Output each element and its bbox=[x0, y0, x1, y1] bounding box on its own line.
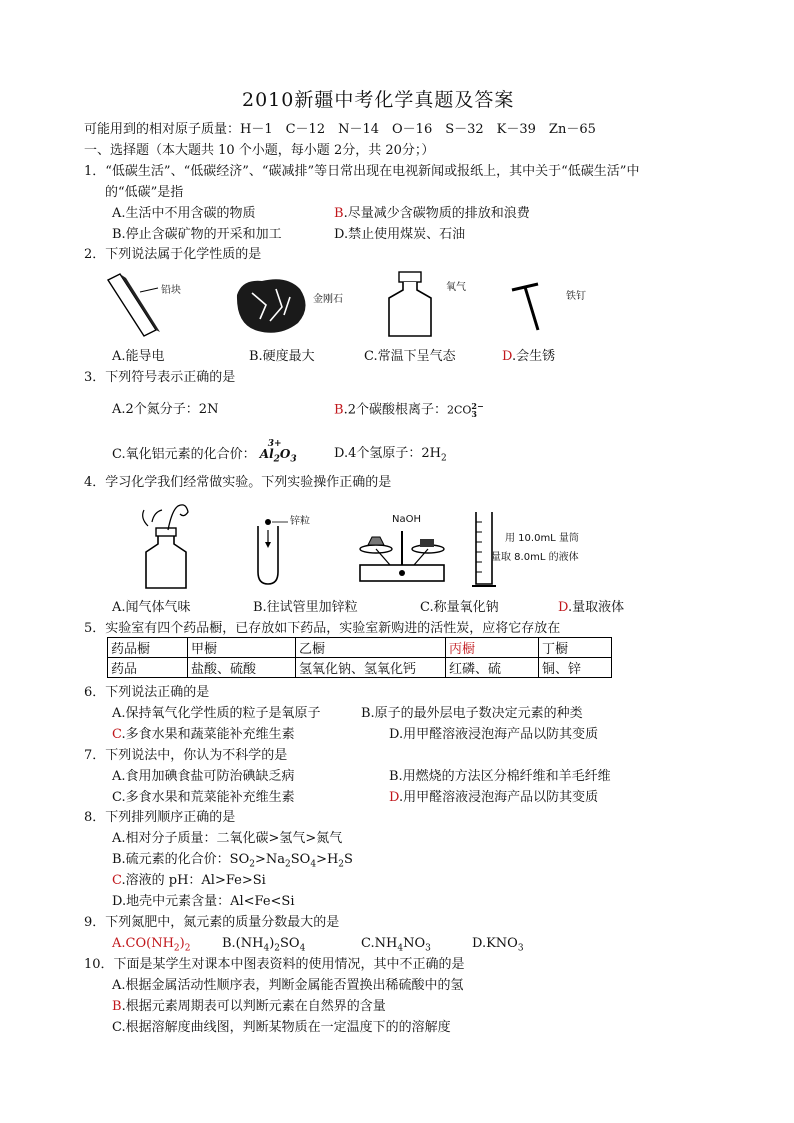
oxygen-bottle-illustration bbox=[385, 270, 445, 340]
cylinder-label-line2: 量取 8.0mL 的液体 bbox=[491, 552, 579, 563]
atomic-mass-line: 可能用到的相对原子质量：H－1 C－12 N－14 O－16 S－32 K－39 Zn－65 bbox=[84, 122, 596, 137]
table-cell-answer: 丙橱 bbox=[446, 638, 539, 658]
page-title: 2010新疆中考化学真题及答案 bbox=[242, 89, 515, 111]
q9-c-sub: 3 bbox=[425, 943, 431, 954]
q8-b-sub: 4 bbox=[310, 859, 317, 870]
q9-c-part: C.NH bbox=[361, 936, 398, 951]
q8-option-c-answer: C.溶液的 pH：Al>Fe>Si bbox=[112, 873, 266, 888]
cabinet-table bbox=[107, 637, 612, 678]
q4-option-d-text: .量取液体 bbox=[567, 600, 625, 615]
q4-option-c: C.称量氧化钠 bbox=[420, 600, 499, 615]
table-cell: 红磷、硫 bbox=[446, 658, 539, 678]
table-cell: 药品 bbox=[108, 658, 188, 678]
iron-nail-illustration bbox=[508, 280, 568, 340]
table-cell: 盐酸、硫酸 bbox=[188, 658, 296, 678]
q8-option-a: A.相对分子质量：二氧化碳>氢气>氮气 bbox=[112, 831, 343, 846]
iron-nail-label: 铁钉 bbox=[566, 291, 586, 302]
q9-option-d bbox=[472, 936, 524, 957]
q3-b-charge: 2− bbox=[471, 401, 484, 411]
q9-b-part: ) bbox=[269, 936, 275, 951]
q3-c-sub1: 2 bbox=[273, 454, 280, 465]
table-cell: 铜、锌 bbox=[539, 658, 612, 678]
q4-option-a: A.闻气体气味 bbox=[112, 600, 191, 615]
q2-option-a: A.能导电 bbox=[112, 349, 165, 364]
q3-option-c-text: C.氧化铝元素的化合价： bbox=[112, 447, 256, 462]
q4-option-b: B.往试管里加锌粒 bbox=[253, 600, 358, 615]
q9-b-sub: 4 bbox=[299, 943, 306, 954]
q3-option-c bbox=[112, 439, 297, 467]
q9-a-part: A.CO(NH bbox=[112, 936, 174, 951]
smell-gas-illustration bbox=[132, 500, 212, 592]
q7-option-c: C.多食水果和荒菜能补充维生素 bbox=[112, 790, 295, 805]
q8-b-sub: 2 bbox=[249, 859, 255, 870]
q7-option-b: B.用燃烧的方法区分棉纤维和羊毛纤维 bbox=[389, 769, 611, 784]
q8-b-sub: 2 bbox=[285, 859, 291, 870]
table-row bbox=[108, 638, 612, 658]
q2-option-c: C.常温下呈气态 bbox=[364, 349, 456, 364]
q9-option-a-answer bbox=[112, 936, 190, 957]
q3-stem: 3．下列符号表示正确的是 bbox=[84, 370, 236, 385]
section-heading: 一、选择题（本大题共 10 个小题，每小题 2分，共 20分；） bbox=[84, 143, 435, 158]
diamond-illustration bbox=[232, 275, 317, 340]
oxygen-label: 氧气 bbox=[446, 282, 466, 293]
q3-c-o: O bbox=[279, 447, 291, 461]
lead-label: 铅块 bbox=[161, 285, 181, 296]
q9-d-part: D.KNO bbox=[472, 936, 518, 951]
q3-b-formula: 2CO bbox=[446, 403, 472, 417]
q6-option-a: A.保持氧气化学性质的粒子是氧原子 bbox=[112, 706, 321, 721]
q8-stem: 8．下列排列顺序正确的是 bbox=[84, 810, 236, 825]
q9-c-part: NO bbox=[403, 936, 426, 951]
q8-b-part: B.硫元素的化合价：SO bbox=[112, 852, 250, 867]
q2-stem: 2．下列说法属于化学性质的是 bbox=[84, 247, 262, 262]
q8-option-d: D.地壳中元素含量：Al<Fe<Si bbox=[112, 894, 295, 909]
q9-stem: 9．下列氮肥中，氮元素的质量分数最大的是 bbox=[84, 915, 340, 930]
q3-c-sub2: 3 bbox=[290, 454, 297, 465]
q3-b-subscript: 3 bbox=[471, 409, 477, 419]
q9-option-c bbox=[361, 936, 431, 957]
q9-b-part: SO bbox=[280, 936, 300, 951]
q9-d-sub: 3 bbox=[517, 943, 524, 954]
q7-option-d-text: .用甲醛溶液浸泡海产品以防其变质 bbox=[398, 790, 599, 805]
q8-b-part: >H bbox=[316, 852, 339, 867]
q6-option-b: B.原子的最外层电子数决定元素的种类 bbox=[361, 706, 583, 721]
q9-a-part: ) bbox=[179, 936, 185, 951]
q9-b-sub: 2 bbox=[274, 943, 281, 954]
q10-option-b-answer: B.根据元素周期表可以判断元素在自然界的含量 bbox=[112, 999, 386, 1014]
q9-b-part: B.(NH bbox=[222, 936, 264, 951]
q3-option-d bbox=[334, 446, 447, 467]
q9-option-b bbox=[222, 936, 305, 957]
q9-c-sub: 4 bbox=[397, 943, 404, 954]
q3-c-al: Al bbox=[259, 447, 274, 461]
q4-stem: 4．学习化学我们经常做实验。下列实验操作正确的是 bbox=[84, 475, 392, 490]
q10-option-c: C.根据溶解度曲线图，判断某物质在一定温度下的的溶解度 bbox=[112, 1020, 451, 1035]
q6-option-d: D.用甲醛溶液浸泡海产品以防其变质 bbox=[389, 727, 599, 742]
q1-stem: 1．“低碳生活”、“低碳经济”、“碳减排”等日常出现在电视新闻或报纸上，其中关于“低碳生活”中 bbox=[84, 164, 640, 179]
q3-option-a: A.2个氮分子：2N bbox=[112, 402, 219, 417]
q3-c-charge: 3+ bbox=[267, 439, 282, 449]
lead-block-illustration bbox=[100, 270, 190, 340]
table-row bbox=[108, 658, 612, 678]
q2-option-d-answer: D.会生锈 bbox=[502, 349, 556, 364]
q9-a-sub: 2 bbox=[173, 943, 180, 954]
q9-a-sub: 2 bbox=[184, 943, 191, 954]
q10-stem: 10．下面是某学生对课本中图表资料的使用情况，其中不正确的是 bbox=[84, 957, 465, 972]
q1-option-d: D.禁止使用煤炭、石油 bbox=[334, 227, 466, 242]
q7-option-d-answer: D.用甲醛溶液浸泡海产品以防其变质 bbox=[389, 790, 599, 805]
q4-option-d-answer: D.量取液体 bbox=[558, 600, 625, 615]
q1-stem-cont: 的“低碳”是指 bbox=[105, 185, 184, 200]
q1-option-c: B.停止含碳矿物的开采和加工 bbox=[112, 227, 282, 242]
naoh-label: NaOH bbox=[392, 514, 421, 525]
table-cell: 甲橱 bbox=[188, 638, 296, 658]
diamond-label: 金刚石 bbox=[313, 294, 343, 305]
zinc-label: 锌粒 bbox=[290, 516, 310, 527]
table-cell: 氢氧化钠、氢氧化钙 bbox=[296, 658, 446, 678]
q1-option-b-text: .尽量减少含碳物质的排放和浪费 bbox=[343, 206, 530, 221]
q10-option-b-text: .根据元素周期表可以判断元素在自然界的含量 bbox=[121, 999, 386, 1014]
q2-option-b: B.硬度最大 bbox=[249, 349, 315, 364]
q8-option-c-text: .溶液的 pH：Al>Fe>Si bbox=[121, 873, 266, 888]
q5-stem: 5．实验室有四个药品橱，已存放如下药品，实验室新购进的活性炭，应将它存放在 bbox=[84, 621, 561, 636]
q3-option-b-text: .2个碳酸根离子： bbox=[343, 402, 447, 418]
q8-b-part: >Na bbox=[254, 852, 286, 867]
table-cell: 乙橱 bbox=[296, 638, 446, 658]
q9-b-sub: 4 bbox=[263, 943, 270, 954]
q8-b-part: SO bbox=[290, 852, 311, 867]
q8-b-sub: 2 bbox=[338, 859, 345, 870]
cylinder-label-line1: 用 10.0mL 量筒 bbox=[505, 533, 579, 544]
q6-option-c-answer: C.多食水果和蔬菜能补充维生素 bbox=[112, 727, 295, 742]
q1-option-b-answer: B.尽量减少含碳物质的排放和浪费 bbox=[334, 206, 530, 221]
q1-option-a: A.生活中不用含碳的物质 bbox=[112, 206, 256, 221]
q10-option-a: A.根据金属活动性顺序表，判断金属能否置换出稀硫酸中的氢 bbox=[112, 978, 464, 993]
q3-option-b-answer: B.2个碳酸根离子：2CO 2− 3 bbox=[334, 401, 484, 419]
q8-b-part: S bbox=[344, 852, 353, 867]
q7-option-a: A.食用加碘食盐可防治碘缺乏病 bbox=[112, 769, 295, 784]
table-cell: 药品橱 bbox=[108, 638, 188, 658]
q2-option-d-text: .会生锈 bbox=[511, 349, 556, 364]
q3-option-d-text: D.4个氢原子：2H bbox=[334, 446, 441, 461]
q6-stem: 6．下列说法正确的是 bbox=[84, 685, 210, 700]
q7-stem: 7．下列说法中，你认为不科学的是 bbox=[84, 748, 288, 763]
q8-option-b bbox=[112, 852, 353, 873]
q3-d-subscript: 2 bbox=[440, 453, 447, 464]
q6-option-c-text: .多食水果和蔬菜能补充维生素 bbox=[121, 727, 295, 742]
table-cell: 丁橱 bbox=[539, 638, 612, 658]
